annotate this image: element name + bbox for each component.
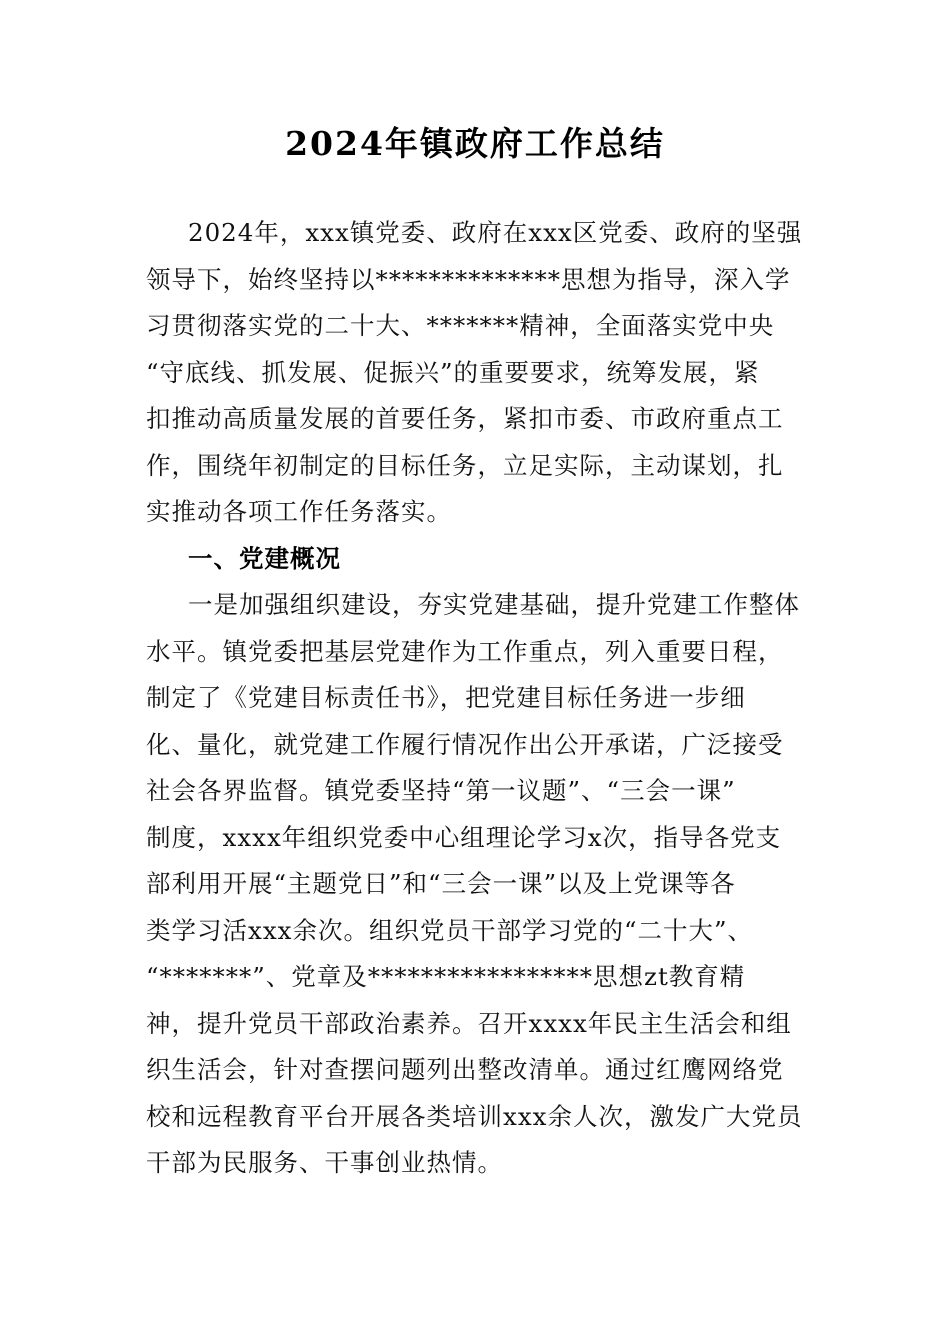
paragraph-line: 领导下，始终坚持以**************思想为指导，深入学	[146, 264, 791, 294]
document-title: 2024年镇政府工作总结	[285, 124, 665, 163]
paragraph-line: 织生活会，针对查摆问题列出整改清单。通过红鹰网络党	[146, 1055, 784, 1084]
paragraph-line: 一是加强组织建设，夯实党建基础，提升党建工作整体	[188, 590, 800, 619]
paragraph-line: 社会各界监督。镇党委坚持“第一议题”、“三会一课”	[146, 776, 736, 805]
paragraph-line: “*******”、党章及*****************思想zt教育精	[146, 962, 746, 991]
paragraph-line: 习贯彻落实党的二十大、*******精神，全面落实党中央	[146, 311, 775, 340]
section-heading: 一、党建概况	[188, 543, 341, 573]
paragraph-line: 神，提升党员干部政治素养。召开xxxx年民主生活会和组	[146, 1008, 792, 1038]
paragraph-line: 干部为民服务、干事创业热情。	[146, 1148, 503, 1177]
paragraph-line: 校和远程教育平台开展各类培训xxx余人次，激发广大党员	[146, 1101, 803, 1131]
paragraph-line: 类学习活xxx余次。组织党员干部学习党的“二十大”、	[146, 915, 753, 945]
paragraph-line: 扣推动高质量发展的首要任务，紧扣市委、市政府重点工	[146, 404, 784, 433]
paragraph-line: 制定了《党建目标责任书》，把党建目标任务进一步细	[146, 683, 746, 712]
paragraph-line: 水平。镇党委把基层党建作为工作重点，列入重要日程，	[146, 636, 784, 666]
paragraph-line: 制度，xxxx年组织党委中心组理论学习x次，指导各党支	[146, 822, 782, 852]
paragraph-line: 2024年，xxx镇党委、政府在xxx区党委、政府的坚强	[188, 218, 803, 247]
paragraph-line: 作，围绕年初制定的目标任务，立足实际，主动谋划，扎	[146, 450, 784, 480]
document-body	[146, 210, 806, 1187]
paragraph-line: 实推动各项工作任务落实。	[146, 497, 452, 526]
paragraph-line: 化、量化，就党建工作履行情况作出公开承诺，广泛接受	[146, 729, 784, 759]
paragraph-line: 部利用开展“主题党日”和“三会一课”以及上党课等各	[146, 869, 736, 898]
paragraph-line: “守底线、抓发展、促振兴”的重要要求，统筹发展，紧	[146, 357, 760, 387]
